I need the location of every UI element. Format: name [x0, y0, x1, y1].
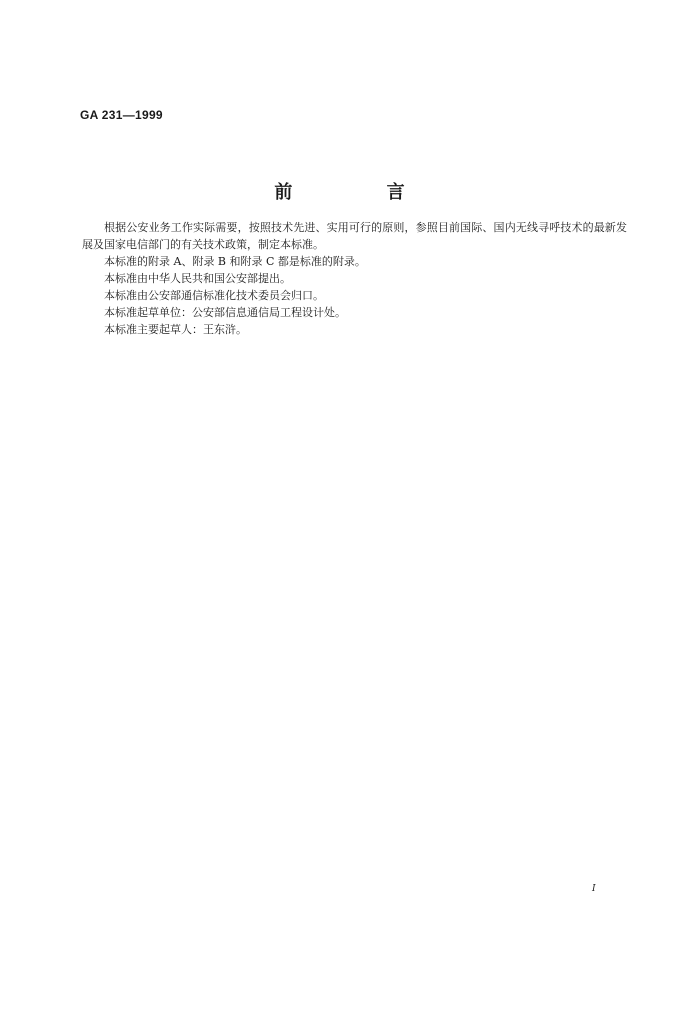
paragraph-appendices: 本标准的附录 A、附录 B 和附录 C 都是标准的附录。	[104, 255, 366, 268]
foreword-body	[82, 219, 627, 338]
paragraph-basis: 根据公安业务工作实际需要，按照技术先进、实用可行的原则，参照目前国际、国内无线寻呼技术的最新发展及国家电信部门的有关技术政策，制定本标准。	[82, 221, 627, 251]
paragraph-proposer: 本标准由中华人民共和国公安部提出。	[104, 272, 291, 285]
page-title: 前 言	[274, 182, 449, 203]
page-number: I	[592, 884, 596, 894]
paragraph-administrator: 本标准由公安部通信标准化技术委员会归口。	[104, 289, 324, 302]
paragraph-drafting-unit: 本标准起草单位：公安部信息通信局工程设计处。	[104, 306, 346, 319]
paragraph-drafters: 本标准主要起草人：王东浒。	[104, 323, 247, 336]
standard-code: GA 231—1999	[80, 108, 163, 122]
